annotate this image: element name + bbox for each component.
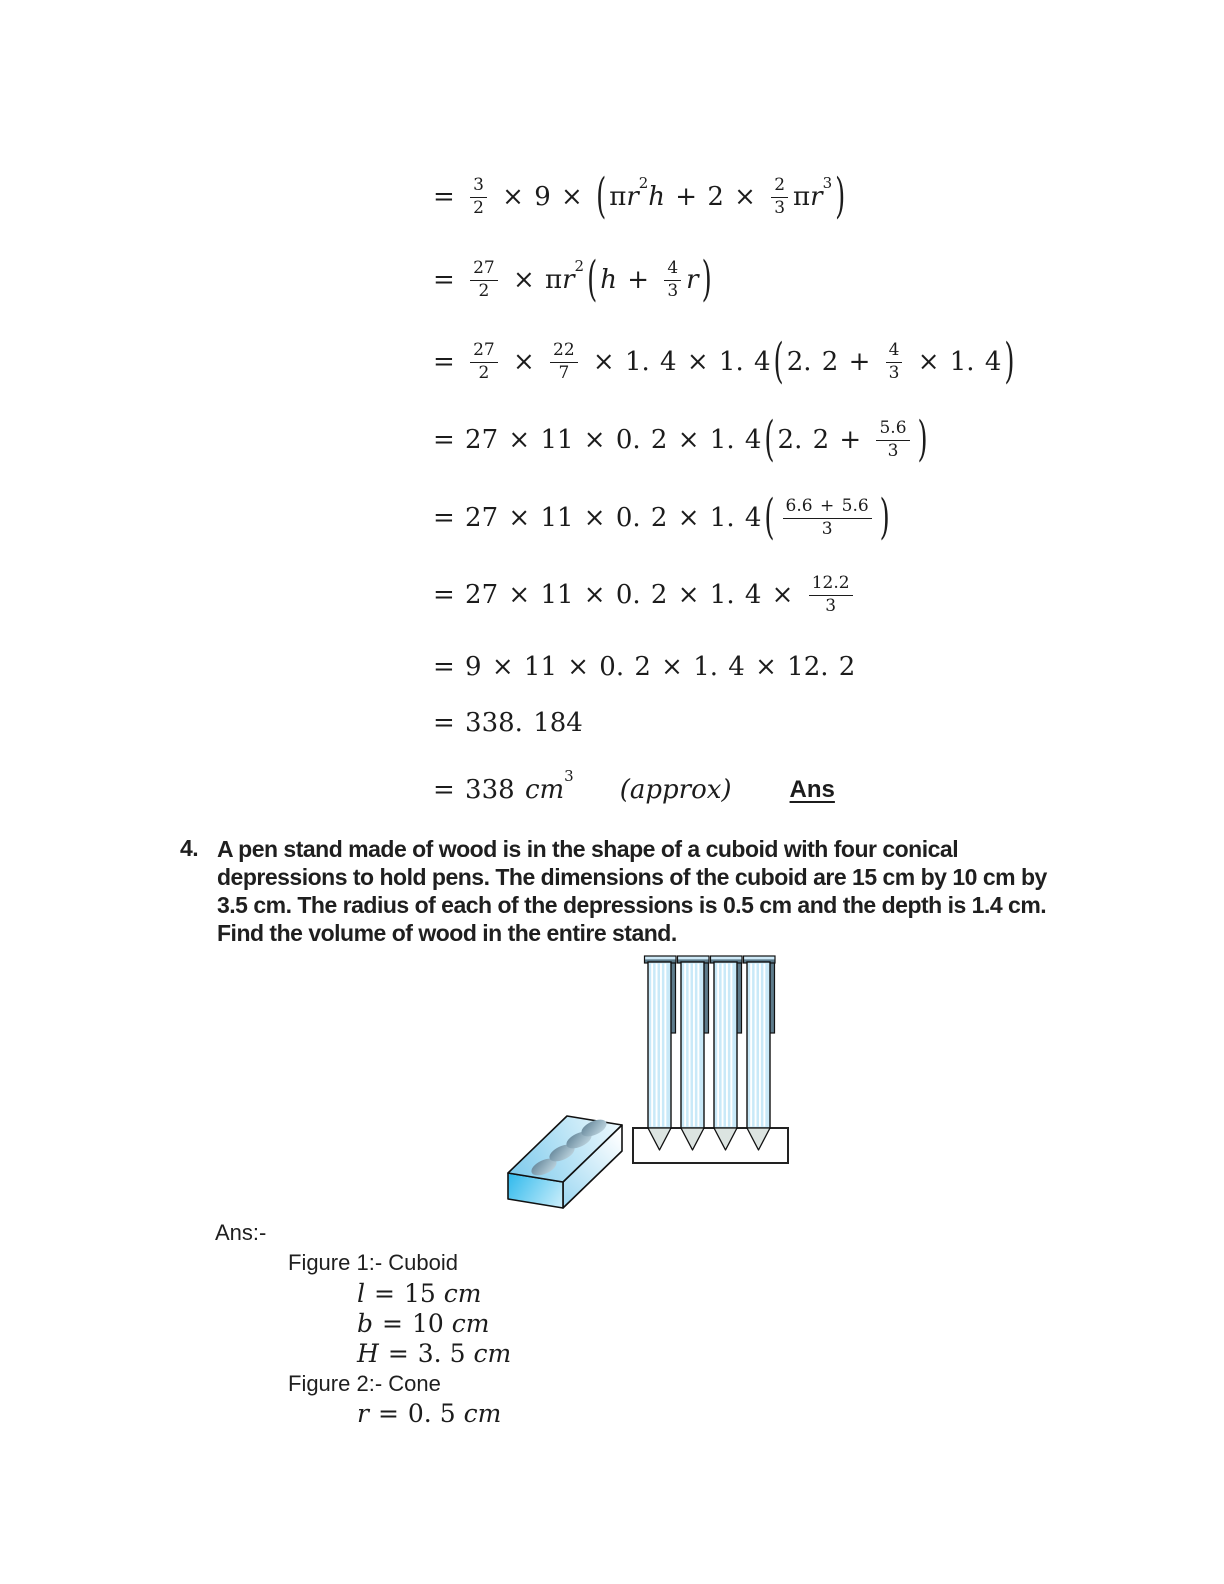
figure2-label: Figure 2:- Cone <box>288 1371 441 1396</box>
solution-step-9: = 338 cm 3 (approx) Ans <box>433 767 835 805</box>
pen-illustration <box>645 956 677 1150</box>
equals-sign: = <box>374 1279 395 1308</box>
solution-step-3: = $\frac{27}{2}$ × $\frac{22}{7}$ × 1. 4 × 1. 4 ( 2. 2 + $\frac{4}{3}$ × 1. 4 ) <box>433 334 1015 390</box>
answer-label: Ans:- <box>215 1220 267 1245</box>
solution-step-5: = 27 × 11 × 0. 2 × 1. 4 ( 6.6 + 5.6 3 ) <box>433 490 890 546</box>
question-line: A pen stand made of wood is in the shape of a cuboid with four conical <box>217 836 959 862</box>
solution-step-4: = 27 × 11 × 0. 2 × 1. 4 ( 2. 2 + $\frac{5.6}{3}$ ) <box>433 412 928 468</box>
cuboid-length-value: l = 15 cm <box>357 1279 482 1308</box>
cone-radius-value: r = 0. 5 cm <box>357 1399 502 1428</box>
equals-sign: = <box>382 1309 403 1338</box>
answer-tag: Ans <box>789 776 835 803</box>
solution-step-8: = 338. 184 <box>433 708 583 738</box>
question-line: Find the volume of wood in the entire stand. <box>217 920 677 946</box>
solution-step-2: = $\frac{27}{2}$ × π r 2 ( h + $\frac{4}{3}$ r ) <box>433 252 712 308</box>
cuboid-breadth-value: b = 10 cm <box>357 1309 490 1338</box>
equals-sign: = <box>377 1399 399 1428</box>
solution-step-1: = $\frac{3}{2}$ × 9 × ( π r 2 h + 2 × $\frac{2}{3}$ π r 3 ) <box>433 169 846 225</box>
question-4 <box>180 835 1047 947</box>
pen-illustration <box>744 956 776 1150</box>
figure1-label: Figure 1:- Cuboid <box>288 1250 458 1275</box>
question-line: 3.5 cm. The radius of each of the depressions is 0.5 cm and the depth is 1.4 cm. <box>217 892 1047 918</box>
question-text <box>217 835 1047 947</box>
question-line: depressions to hold pens. The dimensions of the cuboid are 15 cm by 10 cm by <box>217 864 1047 890</box>
solution-step-6: = 27 × 11 × 0. 2 × 1. 4 × $\frac{12.2}{3}$ <box>433 566 858 624</box>
pens-illustration <box>645 956 776 1150</box>
pen-illustration <box>711 956 743 1150</box>
cuboid-height-value: H = 3. 5 cm <box>357 1339 512 1368</box>
solution-step-7: = 9 × 11 × 0. 2 × 1. 4 × 12. 2 <box>433 652 856 682</box>
pen-stand-figure <box>480 945 800 1215</box>
pen-illustration <box>678 956 710 1150</box>
cuboid-illustration <box>508 1116 622 1208</box>
equals-sign: = <box>387 1339 409 1368</box>
question-number: 4. <box>180 835 199 861</box>
